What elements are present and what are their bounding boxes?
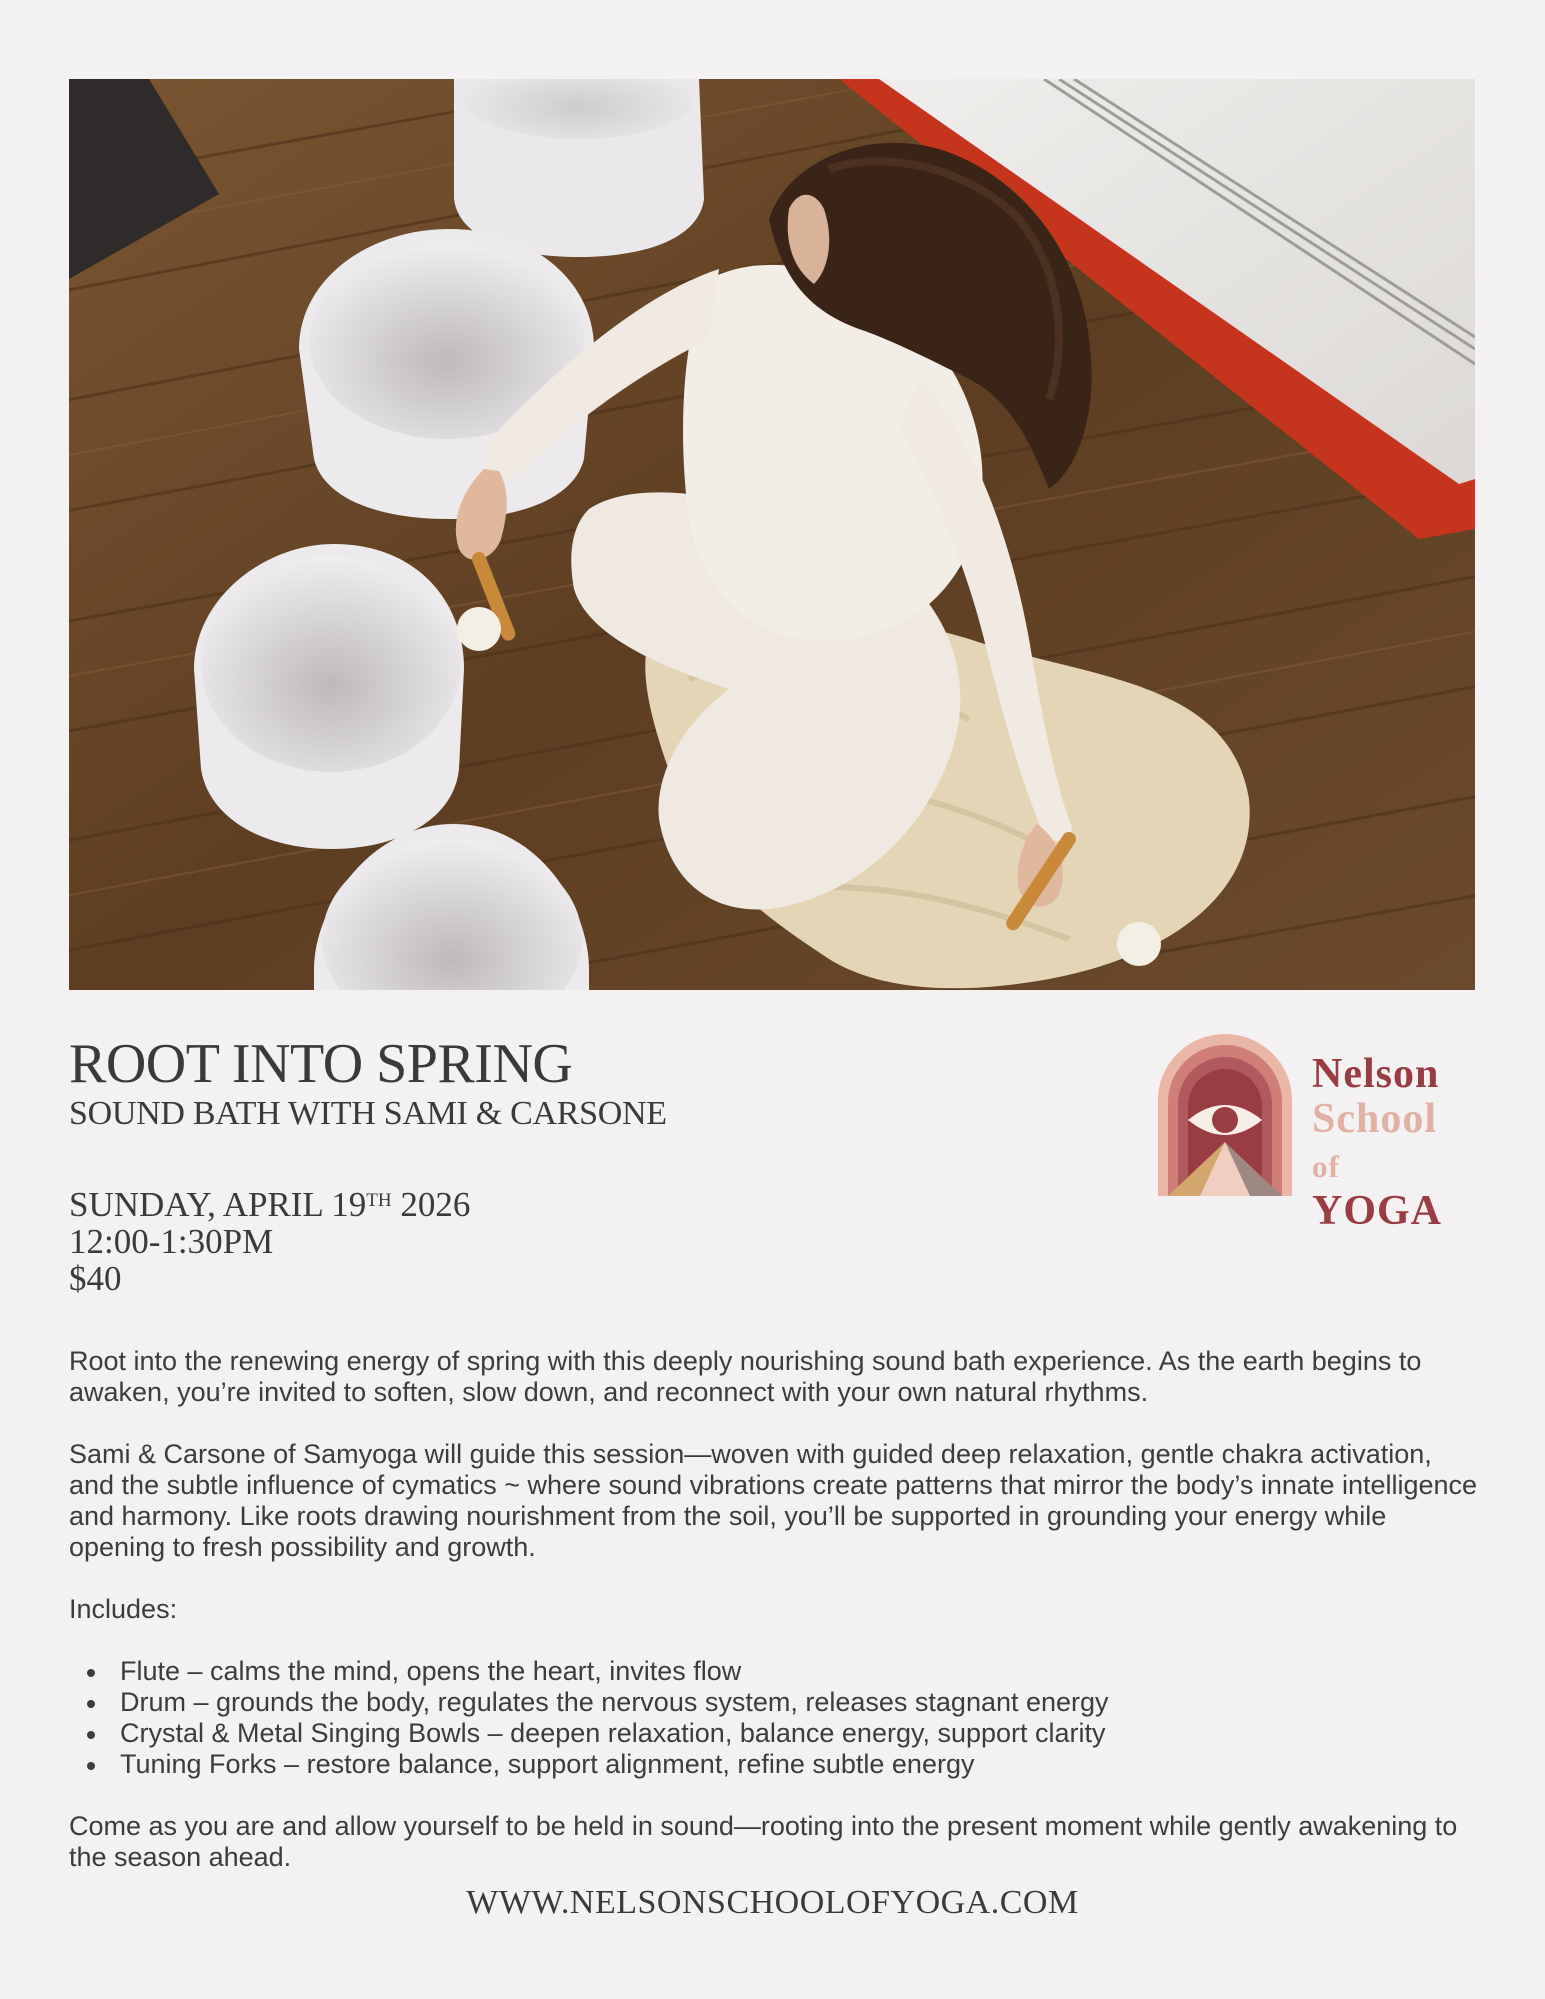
event-subtitle: SOUND BATH WITH SAMI & CARSONE [69,1095,667,1132]
list-item: Drum – grounds the body, regulates the nervous system, releases stagnant energy [69,1687,1479,1718]
event-description [69,1346,1479,1904]
event-date [69,1186,470,1223]
hero-photo [69,79,1475,990]
arch-eye-icon [1158,1034,1292,1196]
logo-word-of-yoga [1312,1142,1478,1234]
nelson-school-of-yoga-logo [1158,1034,1478,1234]
event-details [69,1186,470,1297]
logo-word-nelson: Nelson [1312,1051,1440,1097]
event-date-suffix: TH [366,1190,392,1211]
description-paragraph-2: Sami & Carsone of Samyoga will guide this session—woven with guided deep relaxation, gentle chakra activation, and the subtle influence of cymatics ~ where sound vibrations create patterns that mirror the body’s innate intelligence and harmony. Like roots drawing nourishment from the soil, you’ll be supported in grounding your energy while opening to fresh possibility and growth. [69,1439,1478,1562]
website-link[interactable]: WWW.NELSONSCHOOLOFYOGA.COM [466,1884,1079,1921]
includes-list [69,1656,1479,1780]
bowl-top [454,79,704,257]
event-price: $40 [69,1259,122,1298]
event-date-year: 2026 [391,1185,471,1224]
description-paragraph-1: Root into the renewing energy of spring with this deeply nourishing sound bath experience. As the earth begins to awaken, you’re invited to soften, slow down, and reconnect with your own natural rhythms. [69,1346,1422,1407]
includes-label: Includes: [69,1594,178,1624]
logo-word-of: of [1312,1149,1340,1184]
logo-word-yoga: YOGA [1312,1188,1442,1234]
event-time: 12:00-1:30PM [69,1222,274,1261]
event-title: ROOT INTO SPRING [69,1033,573,1095]
logo-wordmark [1312,1052,1478,1234]
closing-paragraph: Come as you are and allow yourself to be held in sound—rooting into the present moment while gently awakening to the season ahead. [69,1811,1458,1872]
list-item: Tuning Forks – restore balance, support alignment, refine subtle energy [69,1749,1479,1780]
logo-word-school: School [1312,1096,1438,1142]
hero-illustration [69,79,1475,990]
list-item: Flute – calms the mind, opens the heart, invites flow [69,1656,1479,1687]
list-item: Crystal & Metal Singing Bowls – deepen relaxation, balance energy, support clarity [69,1718,1479,1749]
event-date-text: SUNDAY, APRIL 19 [69,1185,367,1224]
